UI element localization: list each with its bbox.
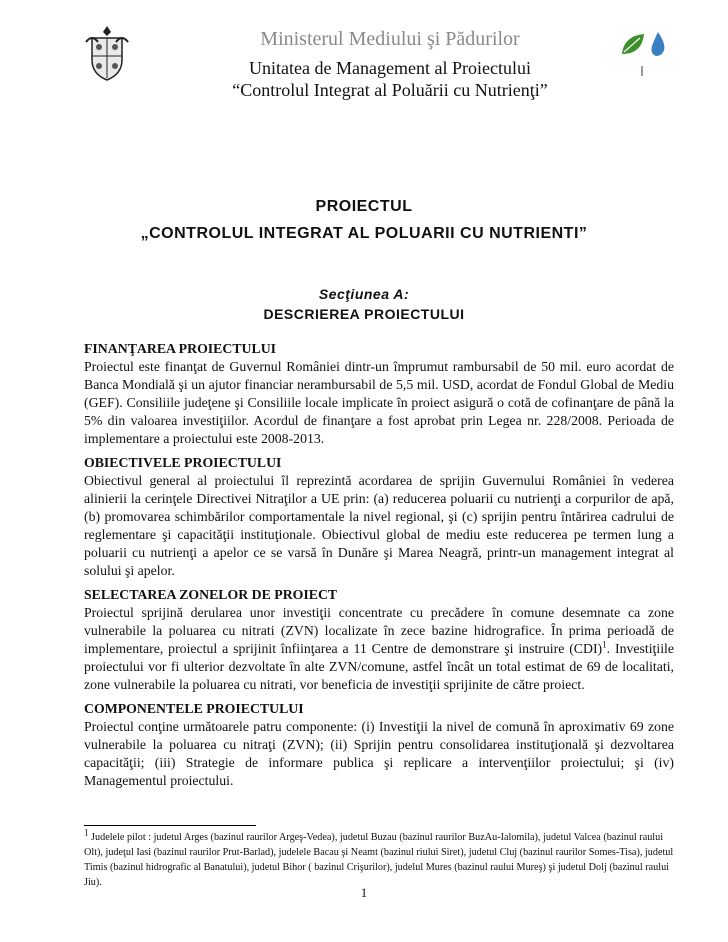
section-body-zones: [84, 604, 674, 694]
footnote-marker: 1: [84, 827, 89, 838]
leaf-and-drop-icon: [616, 28, 670, 78]
project-name-header: “Controlul Integrat al Poluării cu Nutrienţi”: [232, 80, 548, 100]
footnote-reference[interactable]: 1: [602, 639, 607, 650]
doc-subtitle: „CONTROLUL INTEGRAT AL POLUARII CU NUTRIENTI”: [140, 225, 588, 242]
coat-of-arms-icon: [84, 24, 130, 82]
footnote: [84, 827, 676, 890]
section-heading-financing: FINANŢAREA PROIECTULUI: [84, 341, 277, 356]
section-label: Secţiunea A:: [318, 286, 410, 302]
section-body-objectives: Obiectivul general al proiectului îl reprezintă acordarea de sprijin Guvernului României în vederea alinierii la cerinţele Directivei Nitraţilor a UE prin: (a) reducerea poluarii cu nutrienţi a corpurilor de apă, (b) promovarea schimbărilor comportamentale la nivel regional, şi (c) sprijin pentru întărirea cadrului de reglementare şi capacităţii instituţionale. Obiectivul global de mediu este reducerea pe termen lung a poluarii cu nutrienţi a apelor ce se varsă în Dunăre şi Marea Neagră, printr-un management integrat al solului şi apelor.: [84, 473, 674, 578]
footnote-text: Judelele pilot : judetul Arges (bazinul raurilor Argeş-Vedea), judetul Buzau (bazinul raurilor BuzAu-Ialomila), judetul Valcea (bazinul raului Olt), judeţul Iasi (bazinul raurilor Prut-Barlad), judelele Bacau şi Neamt (bazinul riului Siret), judetul Cluj (bazinul raurilor Somes-Tisa), judetul Timis (bazinul hidrografic al Banatului), judetul Bihor ( bazinul Crişurilor), judelul Mures (bazinul raului Mureş) şi judetul Dolj (bazinul raului Jiu).: [84, 832, 674, 888]
section-body-components: Proiectul conţine următoarele patru componente: (i) Investiţii la nivel de comună în aproximativ 69 zone vulnerabile la poluarea cu nitraţi (ZVN); (ii) Sprijin pentru consolidarea instituţională şi dezvoltarea capacităţii; (iii) Strategie de informare publica şi replicare a intervenţiilor proiectului; şi (iv) Managementul proiectului.: [84, 719, 674, 788]
unit-name: Unitatea de Management al Proiectului: [249, 58, 531, 78]
zones-text-part-a: Proiectul sprijină derularea unor investiţii concentrate cu precădere în comune desemnate ca zone vulnerabile la poluarea cu nitrati (ZVN) localizate în zece bazine hidrografice. În prima perioadă de implementare, proiectul a sprijinit înfiinţarea a 11 Centre de demonstrare şi instruire (CDI): [84, 605, 674, 656]
document-body: [84, 340, 674, 796]
section-body-financing: Proiectul este finanţat de Guvernul României dintr-un împrumut rambursabil de 50 mil. euro acordat de Banca Mondială şi un ajutor financiar nerambursabil de 5,5 mil. USD, acordat de Fondul Global de Mediu (GEF). Consiliile judeţene şi Consiliile locale implicate în proiect asigură o cotă de cofinanţare de până la 5% din valoarea investiţiilor. Acordul de finanţare a fost aprobat prin Legea nr. 228/2008. Perioada de implementare a proiectului este 2008-2013.: [84, 359, 674, 446]
doc-title: PROIECTUL: [315, 198, 413, 215]
section-title: DESCRIEREA PROIECTULUI: [263, 306, 465, 322]
page-number: 1: [360, 885, 368, 900]
section-heading-components: COMPONENTELE PROIECTULUI: [84, 701, 304, 716]
footnote-divider: [84, 825, 256, 826]
section-heading-objectives: OBIECTIVELE PROIECTULUI: [84, 455, 282, 470]
section-heading-zones: SELECTAREA ZONELOR DE PROIECT: [84, 587, 338, 602]
ministry-name: Ministerul Mediului şi Pădurilor: [260, 28, 520, 50]
zones-text-part-b: . Investiţiile proiectului vor fi ulterior dezvoltate în alte ZVN/comune, astfel încât un total estimat de 69 de localitati, zone vulnerabile la poluarea cu nitrati, vor beneficia de investiţii sprijinite de către proiect.: [84, 641, 674, 692]
